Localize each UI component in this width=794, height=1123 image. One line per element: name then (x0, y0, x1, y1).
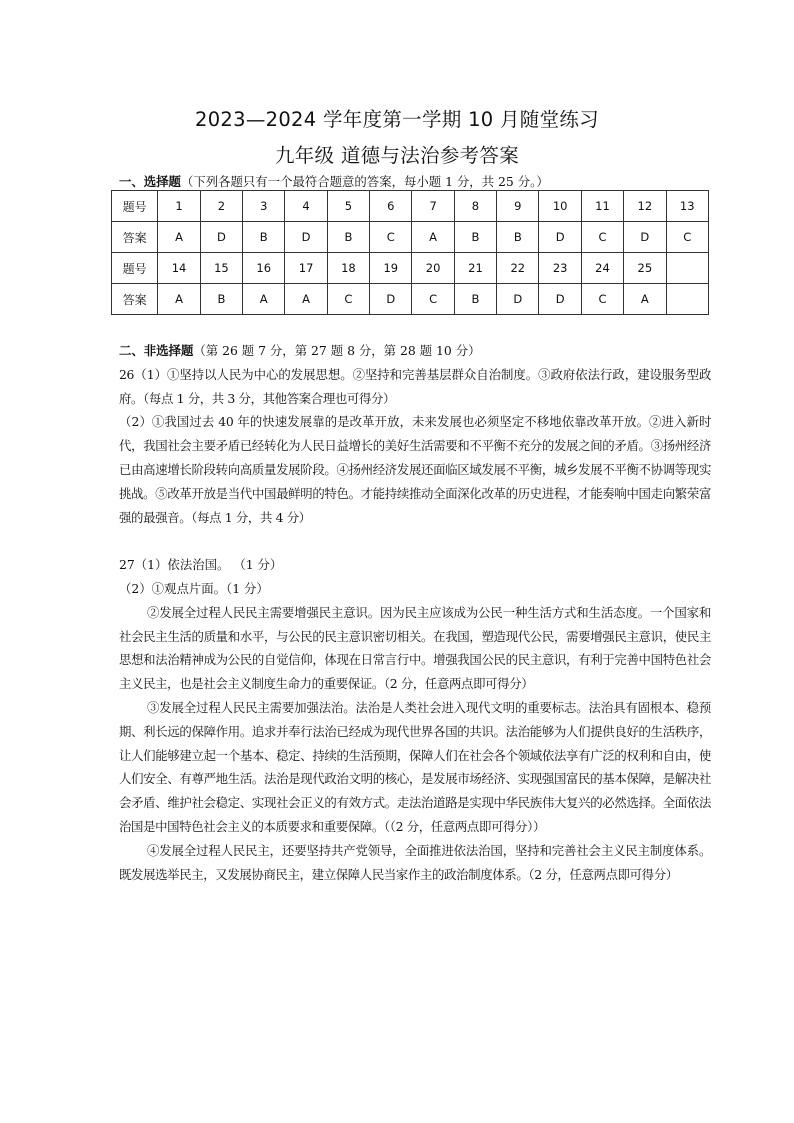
question-number: 25 (624, 253, 666, 284)
question-number: 13 (666, 191, 709, 222)
answers-body (119, 339, 711, 886)
question-number: 14 (158, 253, 200, 284)
section-2-note: （第 26 题 7 分，第 27 题 8 分，第 28 题 10 分） (193, 343, 481, 358)
answer-letter: A (243, 284, 285, 315)
section-2-heading (119, 339, 711, 363)
section-1-heading (119, 172, 549, 190)
answer-letter: D (200, 222, 242, 253)
answer-letter: C (412, 284, 454, 315)
q27-part1: 27（1）依法治国。 （1 分） (119, 557, 283, 573)
row-label-answer: 答案 (112, 284, 158, 315)
answer-letter: C (327, 284, 369, 315)
answer-letter: A (158, 222, 200, 253)
answer-letter: B (200, 284, 242, 315)
question-number: 19 (370, 253, 412, 284)
question-number: 18 (327, 253, 369, 284)
empty-cell (666, 284, 709, 315)
q27-point-4: ④发展全过程人民民主，还要坚持共产党领导，全面推进依法治国，坚持和完善社会主义民主制度体系。既发展选举民主，又发展协商民主，建立保障人民当家作主的政治制度体系。（2 分，任意两点即可得分） (119, 842, 711, 882)
q26-part1: 26（1）①坚持以人民为中心的发展思想。②坚持和完善基层群众自治制度。③政府依法行政，建设服务型政府。（每点 1 分，共 3 分，其他答案合理也可得分） (119, 366, 711, 406)
answer-letter: D (539, 222, 581, 253)
answer-letter: C (666, 222, 709, 253)
answer-letter: B (454, 222, 496, 253)
row-label-question: 题号 (112, 191, 158, 222)
table-row-answers-1 (112, 222, 709, 253)
answer-letter: A (158, 284, 200, 315)
empty-cell (666, 253, 709, 284)
answer-letter: D (370, 284, 412, 315)
question-number: 3 (243, 191, 285, 222)
document-title: 2023—2024 学年度第一学期 10 月随堂练习 (195, 108, 599, 131)
row-label-answer: 答案 (112, 222, 158, 253)
answer-letter: C (581, 284, 623, 315)
question-number: 22 (497, 253, 539, 284)
answer-letter: C (370, 222, 412, 253)
answer-letter: B (454, 284, 496, 315)
answer-letter: D (285, 222, 327, 253)
question-number: 10 (539, 191, 581, 222)
answer-letter: B (327, 222, 369, 253)
table-row-questions-1 (112, 191, 709, 222)
q27-point-2: ②发展全过程人民民主需要增强民主意识。因为民主应该成为公民一种生活方式和生活态度。一个国家和社会民主生活的质量和水平，与公民的民主意识密切相关。在我国，塑造现代公民，需要增强民主意识，使民主思想和法治精神成为公民的自觉信仰，体现在日常言行中。增强我国公民的民主意识，有利于完善中国特色社会主义民主，也是社会主义制度生命力的重要保证。（2 分，任意两点即可得分） (119, 604, 711, 692)
q27-point-3: ③发展全过程人民民主需要加强法治。法治是人类社会进入现代文明的重要标志。法治具有固根本、稳预期、利长远的保障作用。追求并奉行法治已经成为现代世界各国的共识。法治能够为人们提供良好的生活秩序，让人们能够建立起一个基本、稳定、持续的生活预期，保障人们在社会各个领域依法享有广泛的权利和自由，使人们安全、有尊严地生活。法治是现代政治文明的核心，是发展市场经济、实现强国富民的基本保障，是解决社会矛盾、维护社会稳定、实现社会正义的有效方式。走法治道路是实现中华民族伟大复兴的必然选择。全面依法治国是中国特色社会主义的本质要求和重要保障。（（2 分，任意两点即可得分）） (119, 699, 711, 834)
question-number: 4 (285, 191, 327, 222)
question-number: 16 (243, 253, 285, 284)
question-number: 7 (412, 191, 454, 222)
answer-letter: A (285, 284, 327, 315)
question-number: 23 (539, 253, 581, 284)
section-2-label: 二、非选择题 (119, 343, 194, 358)
question-number: 11 (581, 191, 623, 222)
question-number: 8 (454, 191, 496, 222)
answer-letter: D (539, 284, 581, 315)
question-number: 1 (158, 191, 200, 222)
table-row-questions-2 (112, 253, 709, 284)
answer-letter: D (624, 222, 666, 253)
answer-letter: C (581, 222, 623, 253)
answer-letter: D (497, 284, 539, 315)
question-number: 9 (497, 191, 539, 222)
question-number: 2 (200, 191, 242, 222)
section-1-label: 一、选择题 (119, 174, 181, 189)
spacer (119, 529, 711, 553)
answer-letter: A (624, 284, 666, 315)
question-number: 20 (412, 253, 454, 284)
question-number: 17 (285, 253, 327, 284)
answer-letter: A (412, 222, 454, 253)
q26-part2: （2）①我国过去 40 年的快速发展靠的是改革开放，未来发展也必须坚定不移地依靠改革开放。②进入新时代，我国社会主要矛盾已经转化为人民日益增长的美好生活需要和不平衡不充分的发展之间的矛盾。③扬州经济已由高速增长阶段转向高质量发展阶段。④扬州经济发展还面临区域发展不平衡，城乡发展不平衡不协调等现实挑战。⑤改革开放是当代中国最鲜明的特色。才能持续推动全面深化改革的历史进程，才能奏响中国走向繁荣富强的最强音。（每点 1 分，共 4 分） (119, 414, 711, 525)
question-number: 5 (327, 191, 369, 222)
question-number: 6 (370, 191, 412, 222)
question-number: 15 (200, 253, 242, 284)
q27-part2-intro: （2）①观点片面。（1 分） (119, 580, 269, 596)
answer-letter: B (497, 222, 539, 253)
table-row-answers-2 (112, 284, 709, 315)
document-subtitle: 九年级 道德与法治参考答案 (274, 144, 520, 167)
answer-table (111, 190, 709, 315)
row-label-question: 题号 (112, 253, 158, 284)
answer-letter: B (243, 222, 285, 253)
question-number: 21 (454, 253, 496, 284)
section-1-note: （下列各题只有一个最符合题意的答案，每小题 1 分，共 25 分。） (180, 174, 549, 189)
question-number: 12 (624, 191, 666, 222)
question-number: 24 (581, 253, 623, 284)
